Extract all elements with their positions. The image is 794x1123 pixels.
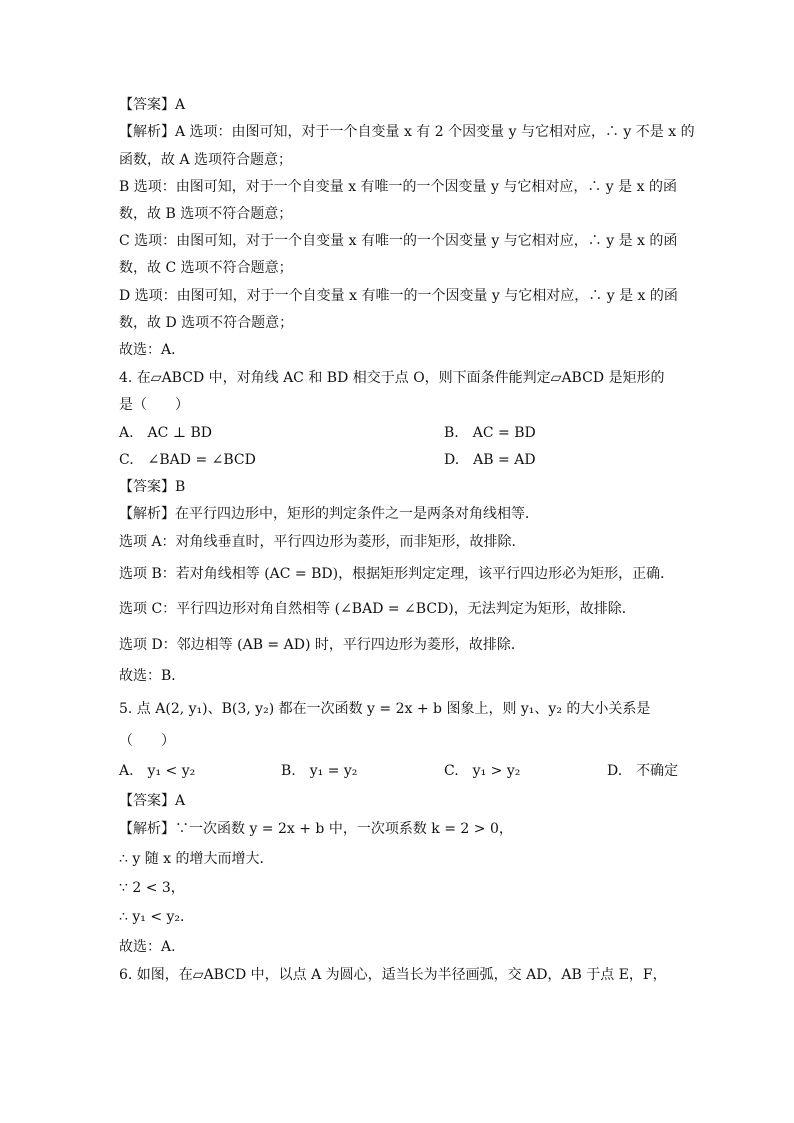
q4-option-b: B. AC = BD	[444, 425, 536, 441]
text-line-12: 是（ ）	[119, 397, 189, 413]
q4-option-d: D. AB = AD	[444, 452, 536, 468]
q4-option-c: C. ∠BAD = ∠BCD	[119, 452, 256, 468]
text-line-3: 函数，故 A 选项符合题意；	[119, 152, 293, 168]
text-line-26: ∴ y₁ < y₂．	[119, 909, 195, 925]
q4-option-a: A. AC ⊥ BD	[119, 425, 212, 441]
text-line-9: 数，故 D 选项不符合题意；	[119, 315, 294, 331]
text-line-21: （ ）	[119, 733, 175, 749]
q5-option-d: D. 不确定	[607, 763, 679, 779]
text-line-16: 选项 B：若对角线相等 (AC = BD)，根据矩形判定定理，该平行四边形必为矩形，正确．	[119, 566, 675, 582]
q5-option-c: C. y₁ > y₂	[444, 763, 521, 779]
text-line-11: 4. 在▱ABCD 中，对角线 AC 和 BD 相交于点 O，则下面条件能判定▱ABCD 是矩形的	[119, 370, 665, 386]
text-line-7: 数，故 C 选项不符合题意；	[119, 260, 293, 276]
q5-option-b: B. y₁ = y₂	[281, 763, 358, 779]
text-line-6: C 选项：由图可知，对于一个自变量 x 有唯一的一个因变量 y 与它相对应，∴ y 是 x 的函	[119, 233, 678, 249]
text-line-17: 选项 C：平行四边形对角自然相等 (∠BAD = ∠BCD)，无法判定为矩形，故排除．	[119, 601, 636, 617]
text-line-22: 【答案】A	[119, 793, 186, 809]
text-line-14: 【解析】在平行四边形中，矩形的判定条件之一是两条对角线相等．	[119, 506, 539, 522]
text-line-15: 选项 A：对角线垂直时，平行四边形为菱形，而非矩形，故排除．	[119, 534, 526, 550]
text-line-24: ∴ y 随 x 的增大而增大．	[119, 851, 274, 867]
text-line-20: 5. 点 A(2, y₁)、B(3, y₂) 都在一次函数 y = 2x + b 图象上，则 y₁、y₂ 的大小关系是	[119, 701, 651, 717]
text-line-18: 选项 D：邻边相等 (AB = AD) 时，平行四边形为菱形，故排除．	[119, 637, 525, 653]
text-line-28: 6. 如图，在▱ABCD 中，以点 A 为圆心，适当长为半径画弧，交 AD，AB 于点 E，F，	[119, 967, 667, 983]
q5-option-a: A. y₁ < y₂	[119, 763, 196, 779]
text-line-25: ∵ 2 < 3，	[119, 880, 185, 896]
text-line-8: D 选项：由图可知，对于一个自变量 x 有唯一的一个因变量 y 与它相对应，∴ y 是 x 的函	[119, 288, 678, 304]
text-line-23: 【解析】∵一次函数 y = 2x + b 中，一次项系数 k = 2 > 0，	[119, 821, 513, 837]
text-line-4: B 选项：由图可知，对于一个自变量 x 有唯一的一个因变量 y 与它相对应，∴ y 是 x 的函	[119, 179, 677, 195]
text-line-27: 故选：A.	[119, 939, 176, 955]
text-line-10: 故选：A．	[119, 342, 186, 358]
text-line-5: 数，故 B 选项不符合题意；	[119, 206, 293, 222]
text-line-19: 故选：B．	[119, 668, 186, 684]
text-line-1: 【答案】A	[119, 97, 186, 113]
text-line-2: 【解析】A 选项：由图可知，对于一个自变量 x 有 2 个因变量 y 与它相对应，∴ y 不是 x 的	[119, 124, 695, 140]
text-line-13: 【答案】B	[119, 479, 186, 495]
